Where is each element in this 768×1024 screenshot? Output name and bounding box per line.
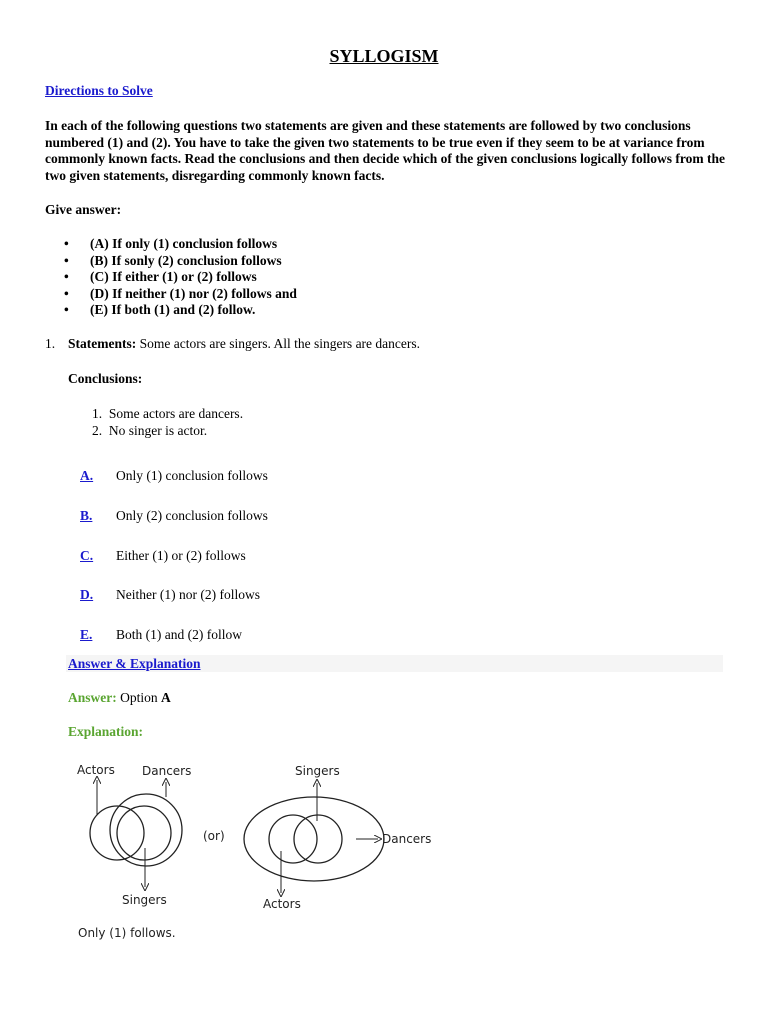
choice-b-link[interactable]: B. xyxy=(80,508,93,523)
diagram-caption: Only (1) follows. xyxy=(78,926,176,940)
choice-d: D. Neither (1) nor (2) follows xyxy=(80,587,260,602)
answer-label: Answer: xyxy=(68,690,117,705)
question-number: 1. xyxy=(45,336,56,351)
actors-label-2: Actors xyxy=(263,897,301,911)
explanation-label: Explanation: xyxy=(68,724,144,739)
directions-link[interactable]: Directions to Solve xyxy=(45,83,153,98)
choice-d-link[interactable]: D. xyxy=(80,587,94,602)
venn-diagram xyxy=(60,755,460,945)
conclusions-label: Conclusions: xyxy=(68,371,143,386)
bullet-icon: • xyxy=(64,269,69,285)
list-item: • (D) If neither (1) nor (2) follows and xyxy=(64,285,297,301)
answer-explanation-bar xyxy=(66,655,723,672)
list-item: 2. No singer is actor. xyxy=(92,423,208,438)
statements-text: Some actors are singers. All the singers are dancers. xyxy=(136,336,421,351)
or-label: (or) xyxy=(203,829,225,843)
answer-prefix: Option xyxy=(116,690,162,705)
bullet-icon: • xyxy=(64,302,69,318)
answer-key-list xyxy=(62,236,297,319)
choice-e: E. Both (1) and (2) follow xyxy=(80,627,242,642)
choice-a: A. Only (1) conclusion follows xyxy=(80,468,268,483)
actors-label: Actors xyxy=(77,763,115,777)
list-item: • (E) If both (1) and (2) follow. xyxy=(64,302,256,318)
dancers-label-2: Dancers xyxy=(382,832,432,846)
choice-a-link[interactable]: A. xyxy=(80,468,94,483)
conclusions-list xyxy=(92,405,243,439)
give-answer-heading: Give answer: xyxy=(45,202,122,217)
intro-paragraph: In each of the following questions two statements are given and these statements are followed by two conclusions numbered (1) and (2). You have to take the given two statements to be true even if they seem to be at variance from commonly known facts. Read the conclusions and then decide which of the given conclusions logically follows from the two given statements, disregarding commonly known facts. xyxy=(45,118,726,184)
actors-circle-2 xyxy=(269,815,317,863)
statements-label: Statements: xyxy=(68,336,137,351)
list-item: • (C) If either (1) or (2) follows xyxy=(64,269,257,285)
answer-explanation-link[interactable]: Answer & Explanation xyxy=(68,656,201,671)
page-title: SYLLOGISM xyxy=(329,46,439,66)
bullet-icon: • xyxy=(64,236,69,251)
list-item: 1. Some actors are dancers. xyxy=(92,406,244,421)
singers-circle-2 xyxy=(294,815,342,863)
bullet-icon: • xyxy=(64,252,69,268)
dancers-label: Dancers xyxy=(142,764,192,778)
bullet-icon: • xyxy=(64,285,69,301)
answer-line xyxy=(68,690,171,706)
choice-c-link[interactable]: C. xyxy=(80,548,94,563)
singers-label: Singers xyxy=(122,893,167,907)
list-item: • (B) If sonly (2) conclusion follows xyxy=(64,252,282,268)
choice-c: C. Either (1) or (2) follows xyxy=(80,548,246,563)
choice-b: B. Only (2) conclusion follows xyxy=(80,508,268,523)
singers-label-2: Singers xyxy=(295,764,340,778)
answer-value: A xyxy=(161,690,171,705)
choice-e-link[interactable]: E. xyxy=(80,627,93,642)
list-item: • (A) If only (1) conclusion follows xyxy=(64,236,278,251)
statements xyxy=(68,336,420,352)
